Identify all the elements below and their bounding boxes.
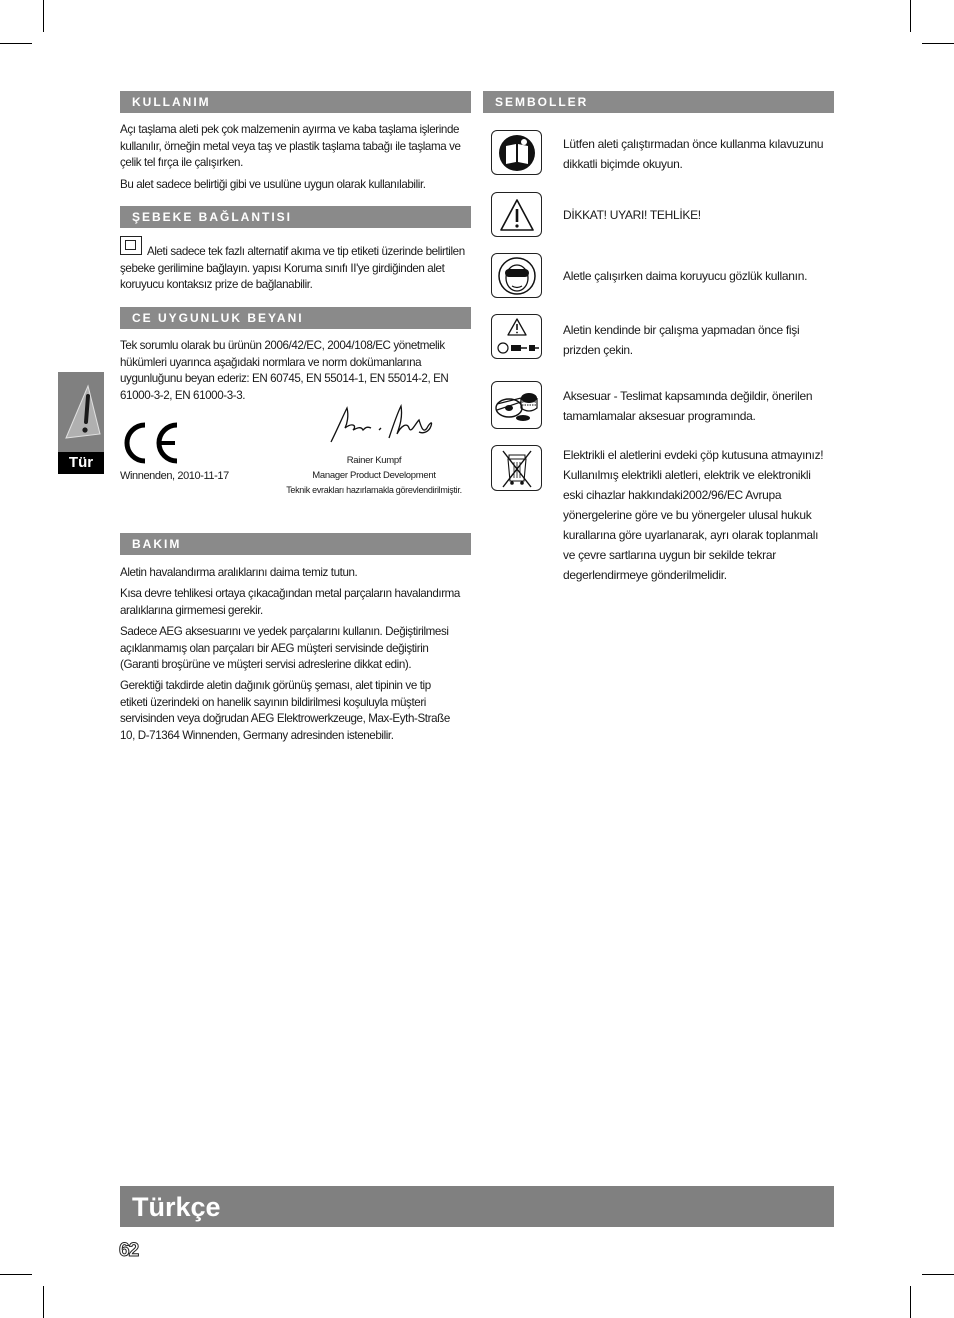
signature-image (327, 404, 437, 446)
crop-mark (43, 1286, 44, 1318)
side-tab-label: Tür (58, 452, 104, 474)
section-header-kullanim: KULLANIM (120, 91, 471, 113)
section-header-ce: CE UYGUNLUK BEYANI (120, 307, 471, 329)
language-side-tab (58, 372, 104, 474)
section-header-bakim: BAKIM (120, 533, 471, 555)
crop-mark (922, 43, 954, 44)
signer-name: Rainer Kumpf (346, 455, 402, 466)
kullanim-paragraph-2: Bu alet sadece belirtiği gibi ve usulüne uygun olarak kullanılabilir. (120, 178, 426, 191)
kullanim-paragraph-1: Açı taşlama aleti pek çok malzemenin ayırma ve kaba taşlama işlerinde kullanılır, örneğin metal veya taş ve plastik taşlama tabağı ile taşlama ve çelik tel fırça ile çalışırken. (120, 123, 461, 169)
symbol-box-read-manual (491, 130, 542, 175)
accessory-icon (493, 384, 541, 426)
signer-title: Manager Product Development (312, 470, 436, 481)
bakim-paragraph-3: Sadece AEG aksesuarını ve yedek parçalarını kullanın. Değiştirilmesi açıklanmamış olan parçaları bir AEG müşteri servisinde değiştirin (Garanti broşürüne ve müşteri servisi adreslerine dikkat edin). (120, 625, 449, 671)
language-footer-bar (120, 1186, 834, 1227)
ce-text: Tek sorumlu olarak bu ürünün 2006/42/EC, 2004/108/EC yönetmelik hükümleri uyarınca aşağıdaki normlara ve norm dokümanlarına uygunluğunu beyan ederiz: EN 60745, EN 55014-1, EN 55014-2, EN 61000-3-2, EN 61000-3-3. (120, 339, 449, 402)
crop-mark (922, 1274, 954, 1275)
section-header-sebeke: ŞEBEKE BAĞLANTISI (120, 206, 471, 228)
section-header-semboller: SEMBOLLER (483, 91, 834, 113)
page-number: 62 (119, 1240, 139, 1261)
symbol-text-2: DİKKAT! UYARI! TEHLİKE! (563, 208, 701, 222)
crop-mark (910, 0, 911, 32)
symbol-text-1: Lütfen aleti çalıştırmadan önce kullanma kılavuzunu dikkatli biçimde okuyun. (563, 137, 824, 171)
weee-bin-icon (497, 447, 537, 489)
symbol-text-6: Elektrikli el aletlerini evdeki çöp kutusuna atmayınız! Kullanılmış elektrikli aletleri, elektrik ve elektronikli eski cihazlar hakkındaki2002/96/EC Avrupa yönergelerine göre ve bu yönergeler ulusal hukuk kurallarına göre uyarlanarak, ayrı olarak toplanmalı ve çevre sartlarına uygun bir sekilde tekrar degerlendirmeye gönderilmelidir. (563, 448, 824, 582)
read-manual-icon (497, 133, 537, 173)
crop-mark (43, 0, 44, 32)
bakim-paragraph-2: Kısa devre tehlikesi ortaya çıkacağından metal parçaların havalandırma aralıklarına girmemesi gerekir. (120, 587, 460, 617)
warning-triangle-icon (499, 197, 535, 233)
crop-mark (0, 1274, 32, 1275)
symbol-box-warning (491, 192, 542, 237)
symbol-text-5: Aksesuar - Teslimat kapsamında değildir, önerilen tamamlamalar aksesuar programında. (563, 389, 813, 423)
symbol-box-unplug (491, 314, 542, 359)
unplug-icon (493, 317, 541, 357)
symbol-text-3: Aletle çalışırken daima koruyucu gözlük kullanın. (563, 269, 808, 283)
symbol-text-4: Aletin kendinde bir çalışma yapmadan önce fişi prizden çekin. (563, 323, 800, 357)
sebeke-text: Aleti sadece tek fazlı alternatif akıma ve tip etiketi üzerinde belirtilen şebeke gerilimine bağlayın. yapısı Koruma sınıfı II'ye girdiğinden alet koruyucu kontaksız prize de bağlanabilir. (120, 245, 465, 291)
bakim-paragraph-1: Aletin havalandırma aralıklarını daima temiz tutun. (120, 566, 358, 579)
ce-mark-icon (121, 421, 181, 465)
warning-icon (58, 372, 104, 452)
bakim-paragraph-4: Gerektiği takdirde aletin dağınık görünüş şeması, alet tipinin ve tip etiketi üzerindeki on hanelik sayının bildirilmesi koşuluyla müşteri servisinden veya doğrudan AEG Elektrowerkzeuge, Max-Eyth-Straße 10, D-71364 Winnenden, Germany adresinden istenebilir. (120, 679, 450, 742)
symbol-box-weee (491, 445, 542, 491)
footer-language-label: Türkçe (132, 1192, 221, 1222)
crop-mark (910, 1286, 911, 1318)
safety-goggles-icon (497, 256, 537, 296)
symbol-box-goggles (491, 253, 542, 298)
crop-mark (0, 43, 32, 44)
ce-place-date: Winnenden, 2010-11-17 (120, 470, 229, 482)
symbol-box-accessory (491, 381, 542, 429)
signer-note: Teknik evrakları hazırlamakla görevlendirilmiştir. (286, 485, 462, 495)
